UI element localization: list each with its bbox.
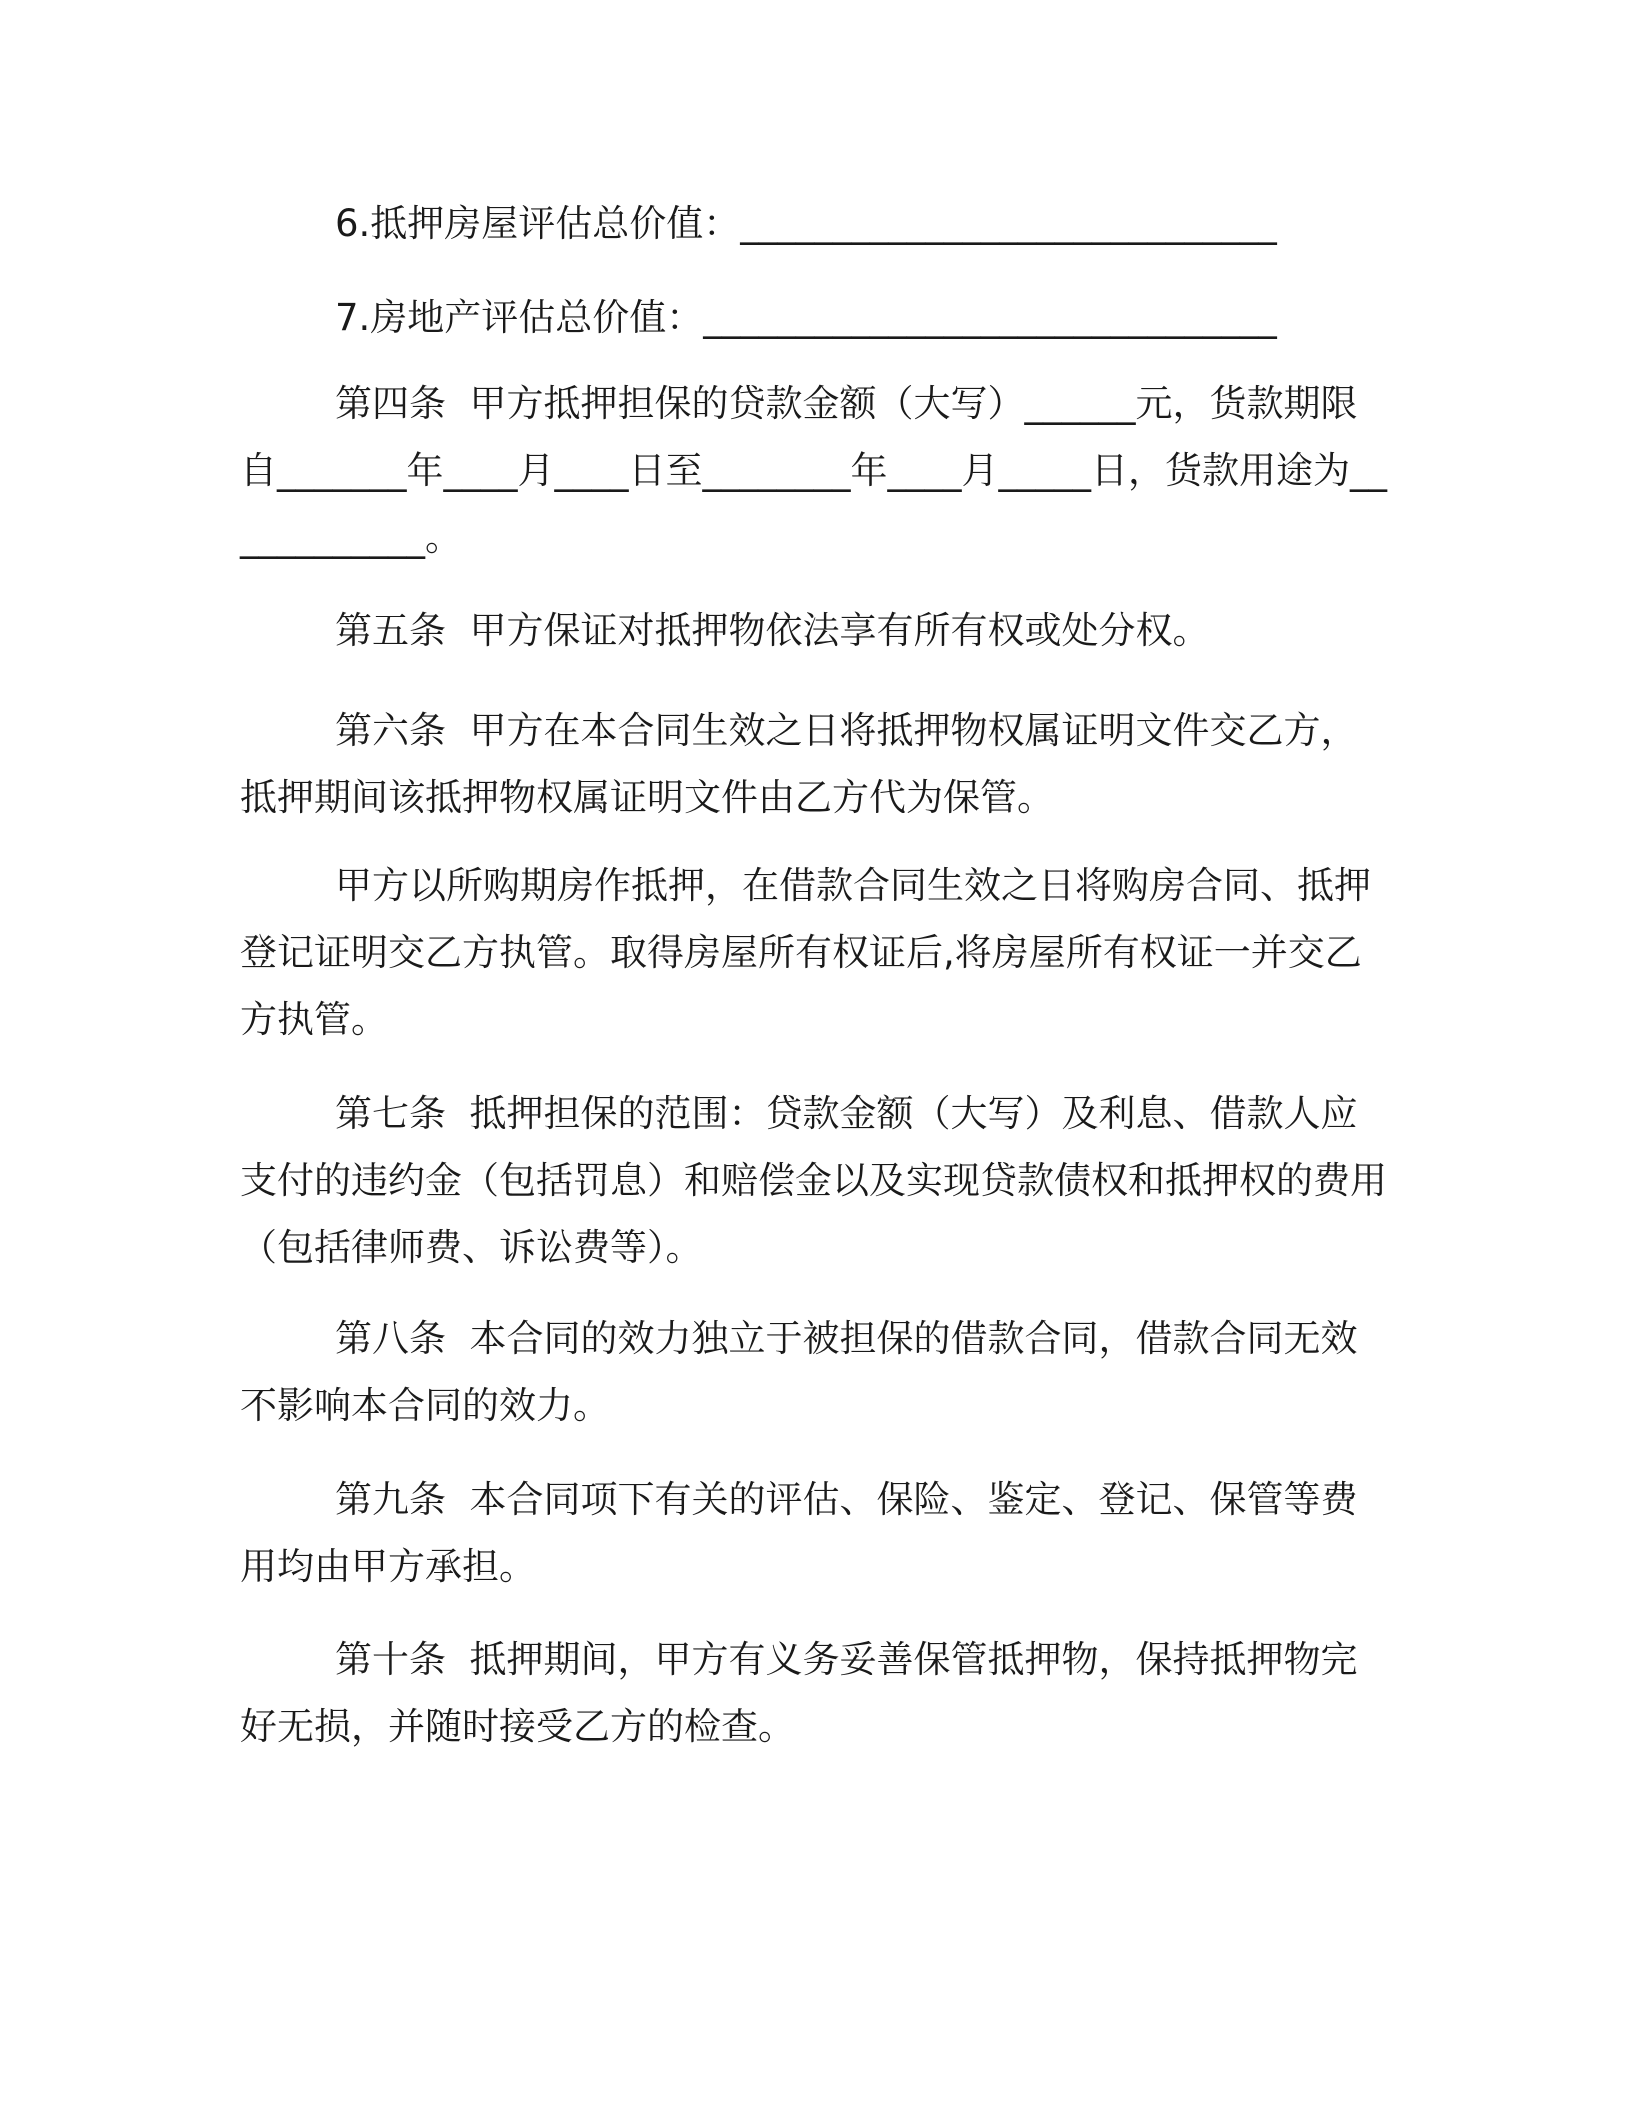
article-6-title-documents: 第六条 甲方在本合同生效之日将抵押物权属证明文件交乙方，抵押期间该抵押物权属证明文件由乙方代为保管。 [240,709,1358,819]
article-9-fees: 第九条 本合同项下有关的评估、保险、鉴定、登记、保管等费用均由甲方承担。 [240,1478,1358,1588]
article-8-contract-validity: 第八条 本合同的效力独立于被担保的借款合同，借款合同无效不影响本合同的效力。 [240,1317,1358,1427]
item-7-appraised-property-value: 7.房地产评估总价值：_______________________________ [335,296,1277,339]
article-10-custody-of-collateral: 第十条 抵押期间，甲方有义务妥善保管抵押物，保持抵押物完好无损，并随时接受乙方的检查。 [240,1638,1358,1748]
article-4-loan-amount: 第四条 甲方抵押担保的贷款金额（大写）______元，货款期限自_______年____月____日至________年____月_____日，货款用途为____________。 [240,382,1387,559]
article-5-ownership-guarantee: 第五条 甲方保证对抵押物依法享有所有权或处分权。 [335,609,1210,652]
item-6-appraised-house-value: 6.抵押房屋评估总价值：_____________________________ [335,202,1277,245]
article-7-guarantee-scope: 第七条 抵押担保的范围：贷款金额（大写）及利息、借款人应支付的违约金（包括罚息）和赔偿金以及实现贷款债权和抵押权的费用（包括律师费、诉讼费等）。 [240,1092,1387,1269]
document-page [240,0,1390,2112]
article-6-forward-property-pledge: 甲方以所购期房作抵押，在借款合同生效之日将购房合同、抵押登记证明交乙方执管。取得房屋所有权证后,将房屋所有权证一并交乙方执管。 [240,864,1371,1041]
